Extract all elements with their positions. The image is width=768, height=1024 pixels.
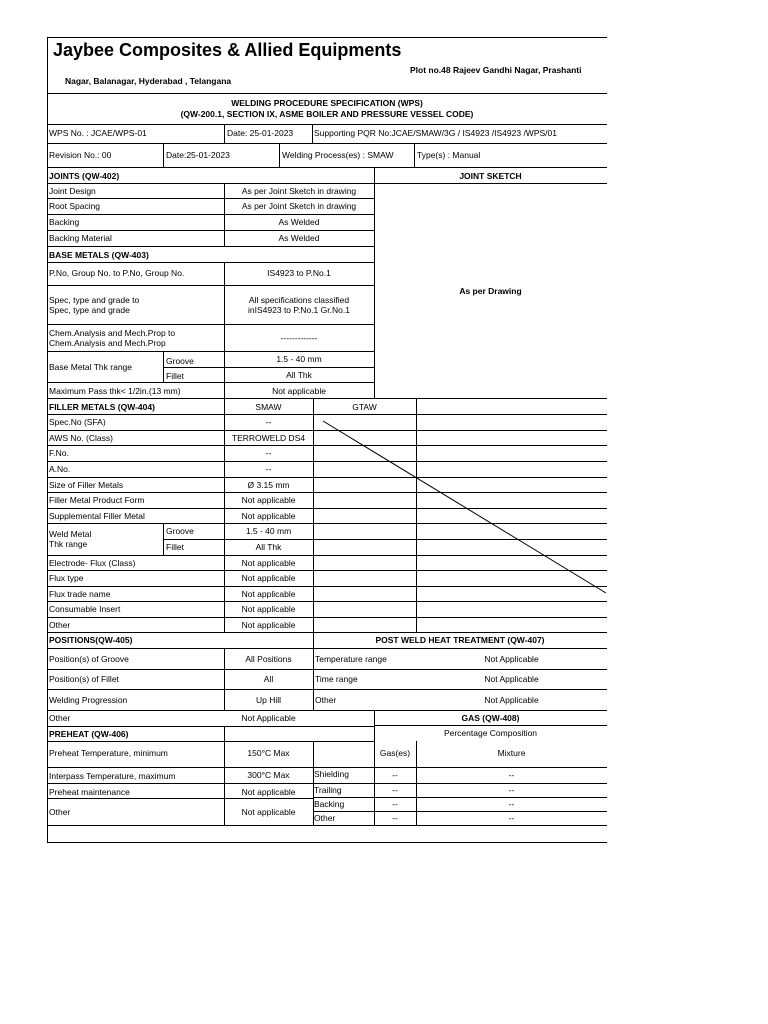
- filler-row-label: Flux type: [49, 573, 84, 583]
- company-name: Jaybee Composites & Allied Equipments: [53, 40, 402, 60]
- preheat-heading: PREHEAT (QW-406): [49, 729, 129, 739]
- grid-line: [47, 351, 374, 352]
- gas-row-gas: --: [392, 785, 398, 795]
- weld-thk-label-2: Thk range: [49, 539, 88, 549]
- joints-heading: JOINTS (QW-402): [49, 171, 120, 181]
- joint-row-value: As per Joint Sketch in drawing: [241, 186, 357, 196]
- gas-col-gases: Gas(es): [379, 748, 411, 758]
- pwht-row-value: Not Applicable: [484, 695, 539, 705]
- filler-row-label: AWS No. (Class): [49, 433, 113, 443]
- grid-line: [47, 285, 374, 286]
- pwht-row-label: Temperature range: [315, 654, 387, 664]
- gas-row-mixture: --: [508, 799, 515, 809]
- grid-line: [47, 710, 607, 711]
- filler-row-value: --: [265, 464, 272, 474]
- filler-row-value: Not applicable: [241, 558, 296, 568]
- grid-line: [47, 430, 607, 431]
- spec-value-2: inIS4923 to P.No.1 Gr.No.1: [248, 305, 350, 315]
- filler-row-value: Ø 3.15 mm: [247, 480, 290, 490]
- position-row-label: Position(s) of Groove: [49, 654, 129, 664]
- filler-row-label: Filler Metal Product Form: [49, 495, 145, 505]
- grid-line: [47, 570, 607, 571]
- filler-col-gtaw: GTAW: [352, 402, 377, 412]
- filler-row-value: --: [265, 417, 272, 427]
- weld-thk-label-1: Weld Metal: [49, 529, 92, 539]
- grid-line: [47, 143, 607, 144]
- filler-row-value: Not applicable: [241, 589, 296, 599]
- pno-label: P.No, Group No. to P.No, Group No.: [49, 268, 185, 278]
- gas-row-mixture: --: [508, 785, 515, 795]
- base-thk-label: Base Metal Thk range: [49, 362, 132, 372]
- preheat-row-value: 300°C Max: [247, 770, 290, 780]
- gas-col-mixture: Mixture: [497, 748, 526, 758]
- gas-row-label: Backing: [314, 799, 345, 809]
- grid-line: [47, 214, 374, 215]
- chem-label-2: Chem.Analysis and Mech.Prop: [49, 338, 166, 348]
- preheat-row-value: 150°C Max: [247, 748, 290, 758]
- grid-line: [47, 246, 374, 247]
- grid-line: [374, 167, 375, 399]
- weld-groove-value: 1.5 - 40 mm: [245, 526, 292, 536]
- filler-row-label: Other: [49, 620, 71, 630]
- grid-line: [47, 555, 607, 556]
- grid-line: [279, 143, 280, 167]
- welding-process: Welding Process(es) : SMAW: [282, 150, 394, 160]
- filler-heading: FILLER METALS (QW-404): [49, 402, 155, 412]
- welding-type: Type(s) : Manual: [417, 150, 481, 160]
- gas-row-gas: --: [392, 813, 398, 823]
- joint-row-value: As Welded: [278, 217, 320, 227]
- chem-value: -------------: [280, 333, 318, 343]
- preheat-row-value: Not applicable: [241, 787, 296, 797]
- grid-line: [47, 461, 607, 462]
- position-row-label: Position(s) of Fillet: [49, 674, 119, 684]
- joint-row-label: Backing Material: [49, 233, 112, 243]
- preheat-row-label: Preheat Temperature, minimum: [49, 748, 168, 758]
- max-pass-value: Not applicable: [272, 386, 326, 396]
- address-line-2: Nagar, Balanagar, Hyderabad , Telangana: [65, 76, 232, 86]
- position-row-value: All Positions: [245, 654, 292, 664]
- pwht-row-label: Time range: [315, 674, 358, 684]
- position-row-value: Up Hill: [255, 695, 282, 705]
- grid-line: [416, 398, 417, 632]
- weld-fillet-label: Fillet: [166, 542, 184, 552]
- position-row-value: Not Applicable: [241, 713, 296, 723]
- pwht-heading: POST WELD HEAT TREATMENT (QW-407): [375, 635, 545, 645]
- spec-value-1: All specifications classified: [248, 295, 350, 305]
- filler-row-value: --: [265, 448, 272, 458]
- grid-line: [47, 477, 607, 478]
- preheat-row-label: Interpass Temperature, maximum: [49, 771, 176, 781]
- pwht-row-label: Other: [315, 695, 337, 705]
- pno-value: IS4923 to P.No.1: [267, 268, 331, 278]
- grid-line: [47, 167, 607, 168]
- joint-sketch-heading: JOINT SKETCH: [459, 171, 522, 181]
- revision-date: Date:25-01-2023: [166, 150, 230, 160]
- preheat-row-label: Preheat maintenance: [49, 787, 130, 797]
- grid-line: [414, 143, 415, 167]
- grid-line: [163, 523, 164, 555]
- grid-line: [47, 648, 607, 649]
- gas-row-label: Shielding: [314, 769, 349, 779]
- filler-row-value: Not applicable: [241, 620, 296, 630]
- grid-line: [47, 324, 374, 325]
- grid-line: [163, 143, 164, 167]
- position-row-value: All: [263, 674, 274, 684]
- grid-line: [47, 93, 607, 94]
- base-fillet-value: All Thk: [286, 370, 312, 380]
- grid-line: [374, 725, 607, 726]
- joint-row-label: Root Spacing: [49, 201, 101, 211]
- grid-line: [47, 825, 607, 826]
- filler-row-label: F.No.: [49, 448, 69, 458]
- joint-row-value: As per Joint Sketch in drawing: [241, 201, 357, 211]
- positions-heading: POSITIONS(QW-405): [49, 635, 133, 645]
- grid-line: [47, 398, 607, 399]
- grid-line: [47, 767, 607, 768]
- grid-line: [47, 601, 607, 602]
- grid-line: [47, 726, 374, 727]
- preheat-row-value: Not applicable: [241, 807, 296, 817]
- weld-fillet-value: All Thk: [255, 542, 282, 552]
- grid-line: [47, 230, 374, 231]
- filler-row-label: Electrode- Flux (Class): [49, 558, 136, 568]
- grid-line: [313, 398, 314, 632]
- gas-row-gas: --: [392, 770, 398, 780]
- revision-number: Revision No.: 00: [49, 150, 112, 160]
- filler-row-label: A.No.: [49, 464, 71, 474]
- grid-line: [47, 689, 607, 690]
- border-line: [47, 842, 607, 843]
- chem-label-1: Chem.Analysis and Mech.Prop to: [49, 328, 176, 338]
- grid-line: [163, 367, 374, 368]
- base-groove-label: Groove: [166, 356, 194, 366]
- grid-line: [47, 183, 607, 184]
- gas-heading: GAS (QW-408): [461, 713, 520, 723]
- gas-row-gas: --: [392, 799, 398, 809]
- joint-row-value: As Welded: [278, 233, 320, 243]
- grid-line: [47, 414, 607, 415]
- grid-line: [163, 351, 164, 383]
- filler-row-value: Not applicable: [241, 604, 296, 614]
- grid-line: [163, 539, 607, 540]
- weld-groove-label: Groove: [166, 526, 194, 536]
- gas-percentage-heading: Percentage Composition: [443, 728, 538, 738]
- wps-number: WPS No. : JCAE/WPS-01: [49, 128, 147, 138]
- joint-row-label: Backing: [49, 217, 80, 227]
- position-row-label: Welding Progression: [49, 695, 128, 705]
- grid-line: [313, 797, 607, 798]
- filler-row-label: Supplemental Filler Metal: [49, 511, 145, 521]
- filler-row-value: Not applicable: [241, 495, 296, 505]
- pwht-row-value: Not Applicable: [484, 654, 539, 664]
- grid-line: [47, 783, 607, 784]
- grid-line: [47, 798, 313, 799]
- grid-line: [47, 198, 374, 199]
- base-groove-value: 1.5 - 40 mm: [276, 354, 322, 364]
- filler-row-label: Spec.No (SFA): [49, 417, 106, 427]
- joint-sketch-note: As per Drawing: [459, 286, 522, 296]
- joint-row-label: Joint Design: [49, 186, 96, 196]
- gas-row-mixture: --: [508, 770, 515, 780]
- grid-line: [47, 492, 607, 493]
- grid-line: [47, 741, 374, 742]
- filler-row-label: Size of Filler Metals: [49, 480, 124, 490]
- grid-line: [312, 124, 313, 144]
- filler-col-smaw: SMAW: [255, 402, 282, 412]
- filler-row-label: Consumable Insert: [49, 604, 121, 614]
- document-title: WELDING PROCEDURE SPECIFICATION (WPS): [231, 98, 423, 108]
- position-row-label: Other: [49, 713, 71, 723]
- grid-line: [47, 262, 374, 263]
- max-pass-label: Maximum Pass thk< 1/2in.(13 mm): [49, 386, 181, 396]
- grid-line: [47, 124, 607, 125]
- filler-row-label: Flux trade name: [49, 589, 111, 599]
- filler-row-value: Not applicable: [241, 511, 296, 521]
- spec-label-1: Spec, type and grade to: [49, 295, 140, 305]
- gas-row-label: Other: [314, 813, 336, 823]
- supporting-pqr: Supporting PQR No:JCAE/SMAW/3G / IS4923 /IS4923 /WPS/01: [314, 128, 557, 138]
- base-metals-heading: BASE METALS (QW-403): [49, 250, 149, 260]
- gas-row-mixture: --: [508, 813, 515, 823]
- grid-line: [224, 124, 225, 144]
- wps-date: Date: 25-01-2023: [227, 128, 294, 138]
- pwht-row-value: Not Applicable: [484, 674, 539, 684]
- grid-line: [313, 811, 607, 812]
- grid-line: [47, 445, 607, 446]
- grid-line: [47, 632, 607, 633]
- filler-row-value: Not applicable: [241, 573, 296, 583]
- grid-line: [47, 586, 607, 587]
- gas-row-label: Trailing: [314, 785, 342, 795]
- grid-line: [47, 523, 607, 524]
- preheat-row-label: Other: [49, 807, 71, 817]
- filler-row-value: TERROWELD DS4: [231, 433, 306, 443]
- address-line-1: Plot no.48 Rajeev Gandhi Nagar, Prashanti: [410, 65, 582, 75]
- grid-line: [47, 617, 607, 618]
- border-line: [47, 37, 607, 38]
- base-fillet-label: Fillet: [166, 371, 184, 381]
- grid-line: [47, 382, 374, 383]
- document-subtitle: (QW-200.1, SECTION IX, ASME BOILER AND PRESSURE VESSEL CODE): [180, 109, 474, 119]
- border-line: [47, 37, 48, 843]
- grid-line: [47, 508, 607, 509]
- spec-label-2: Spec, type and grade: [49, 305, 130, 315]
- grid-line: [47, 669, 607, 670]
